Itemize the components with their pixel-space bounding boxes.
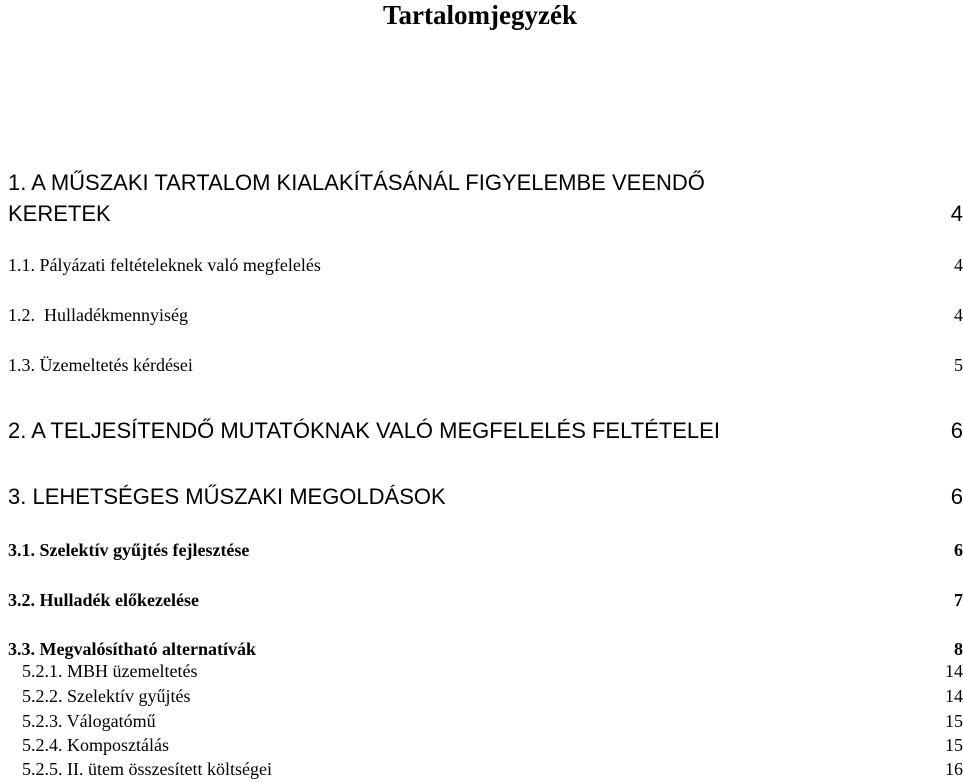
toc-entry-label: 2. A TELJESÍTENDŐ MUTATÓKNAK VALÓ MEGFELELÉS FELTÉTELEI <box>8 418 720 443</box>
toc-entry-label: 1.2. Hulladékmennyiség <box>8 305 188 325</box>
toc-entry-1-line1[interactable]: 1. A MŰSZAKI TARTALOM KIALAKÍTÁSÁNÁL FIGYELEMBE VEENDŐ <box>8 170 705 195</box>
toc-entry-label: 3.1. Szelektív gyűjtés fejlesztése <box>8 540 250 560</box>
toc-entry-page: 15 <box>945 735 963 755</box>
toc-entry-1-page: 4 <box>950 201 963 226</box>
toc-entry-3-2[interactable] <box>8 589 963 611</box>
page-title: Tartalomjegyzék <box>383 0 577 30</box>
toc-entry-page: 4 <box>954 255 963 275</box>
toc-entry-label: 5.2.5. II. ütem összesített költségei <box>22 759 272 779</box>
toc-entry-3[interactable] <box>8 484 963 510</box>
toc-entry-1-3[interactable] <box>8 354 963 376</box>
toc-entry-label: 3. LEHETSÉGES MŰSZAKI MEGOLDÁSOK <box>8 484 446 509</box>
toc-entry-page: 14 <box>945 661 963 681</box>
toc-entry-label: 3.2. Hulladék előkezelése <box>8 590 199 610</box>
toc-entry-1[interactable] <box>8 201 963 227</box>
toc-entry-page: 16 <box>945 759 963 779</box>
toc-entry-1-1[interactable] <box>8 254 963 276</box>
toc-entry-page: 5 <box>954 355 963 375</box>
toc-entry-label: 3.3. Megvalósítható alternatívák <box>8 639 256 659</box>
toc-entry-page: 15 <box>945 711 963 731</box>
toc-entry-label: 5.2.3. Válogatómű <box>22 711 156 731</box>
toc-entry-label: 1.3. Üzemeltetés kérdései <box>8 355 193 375</box>
toc-entry-page: 4 <box>954 305 963 325</box>
toc-entry-5-2-2[interactable] <box>22 686 963 706</box>
toc-entry-page: 8 <box>954 639 963 659</box>
toc-entry-page: 14 <box>945 686 963 706</box>
toc-entry-5-2-5[interactable] <box>22 759 963 779</box>
toc-entry-page: 6 <box>950 484 963 509</box>
toc-entry-1-line2: KERETEK <box>8 201 111 226</box>
toc-entry-5-2-3[interactable] <box>22 711 963 731</box>
toc-entry-page: 7 <box>954 590 963 610</box>
toc-entry-label: 5.2.4. Komposztálás <box>22 735 169 755</box>
toc-entry-page: 6 <box>954 540 963 560</box>
toc-entry-page: 6 <box>950 418 963 443</box>
toc-entry-2[interactable] <box>8 418 963 444</box>
toc-entry-3-1[interactable] <box>8 539 963 561</box>
toc-entry-3-3[interactable] <box>8 638 963 660</box>
toc-entry-1-2[interactable] <box>8 304 963 326</box>
toc-entry-label: 5.2.2. Szelektív gyűjtés <box>22 686 191 706</box>
toc-entry-5-2-4[interactable] <box>22 735 963 755</box>
toc-entry-label: 1.1. Pályázati feltételeknek való megfelelés <box>8 255 321 275</box>
toc-entry-5-2-1[interactable] <box>22 661 963 681</box>
toc-entry-label: 5.2.1. MBH üzemeltetés <box>22 661 198 681</box>
